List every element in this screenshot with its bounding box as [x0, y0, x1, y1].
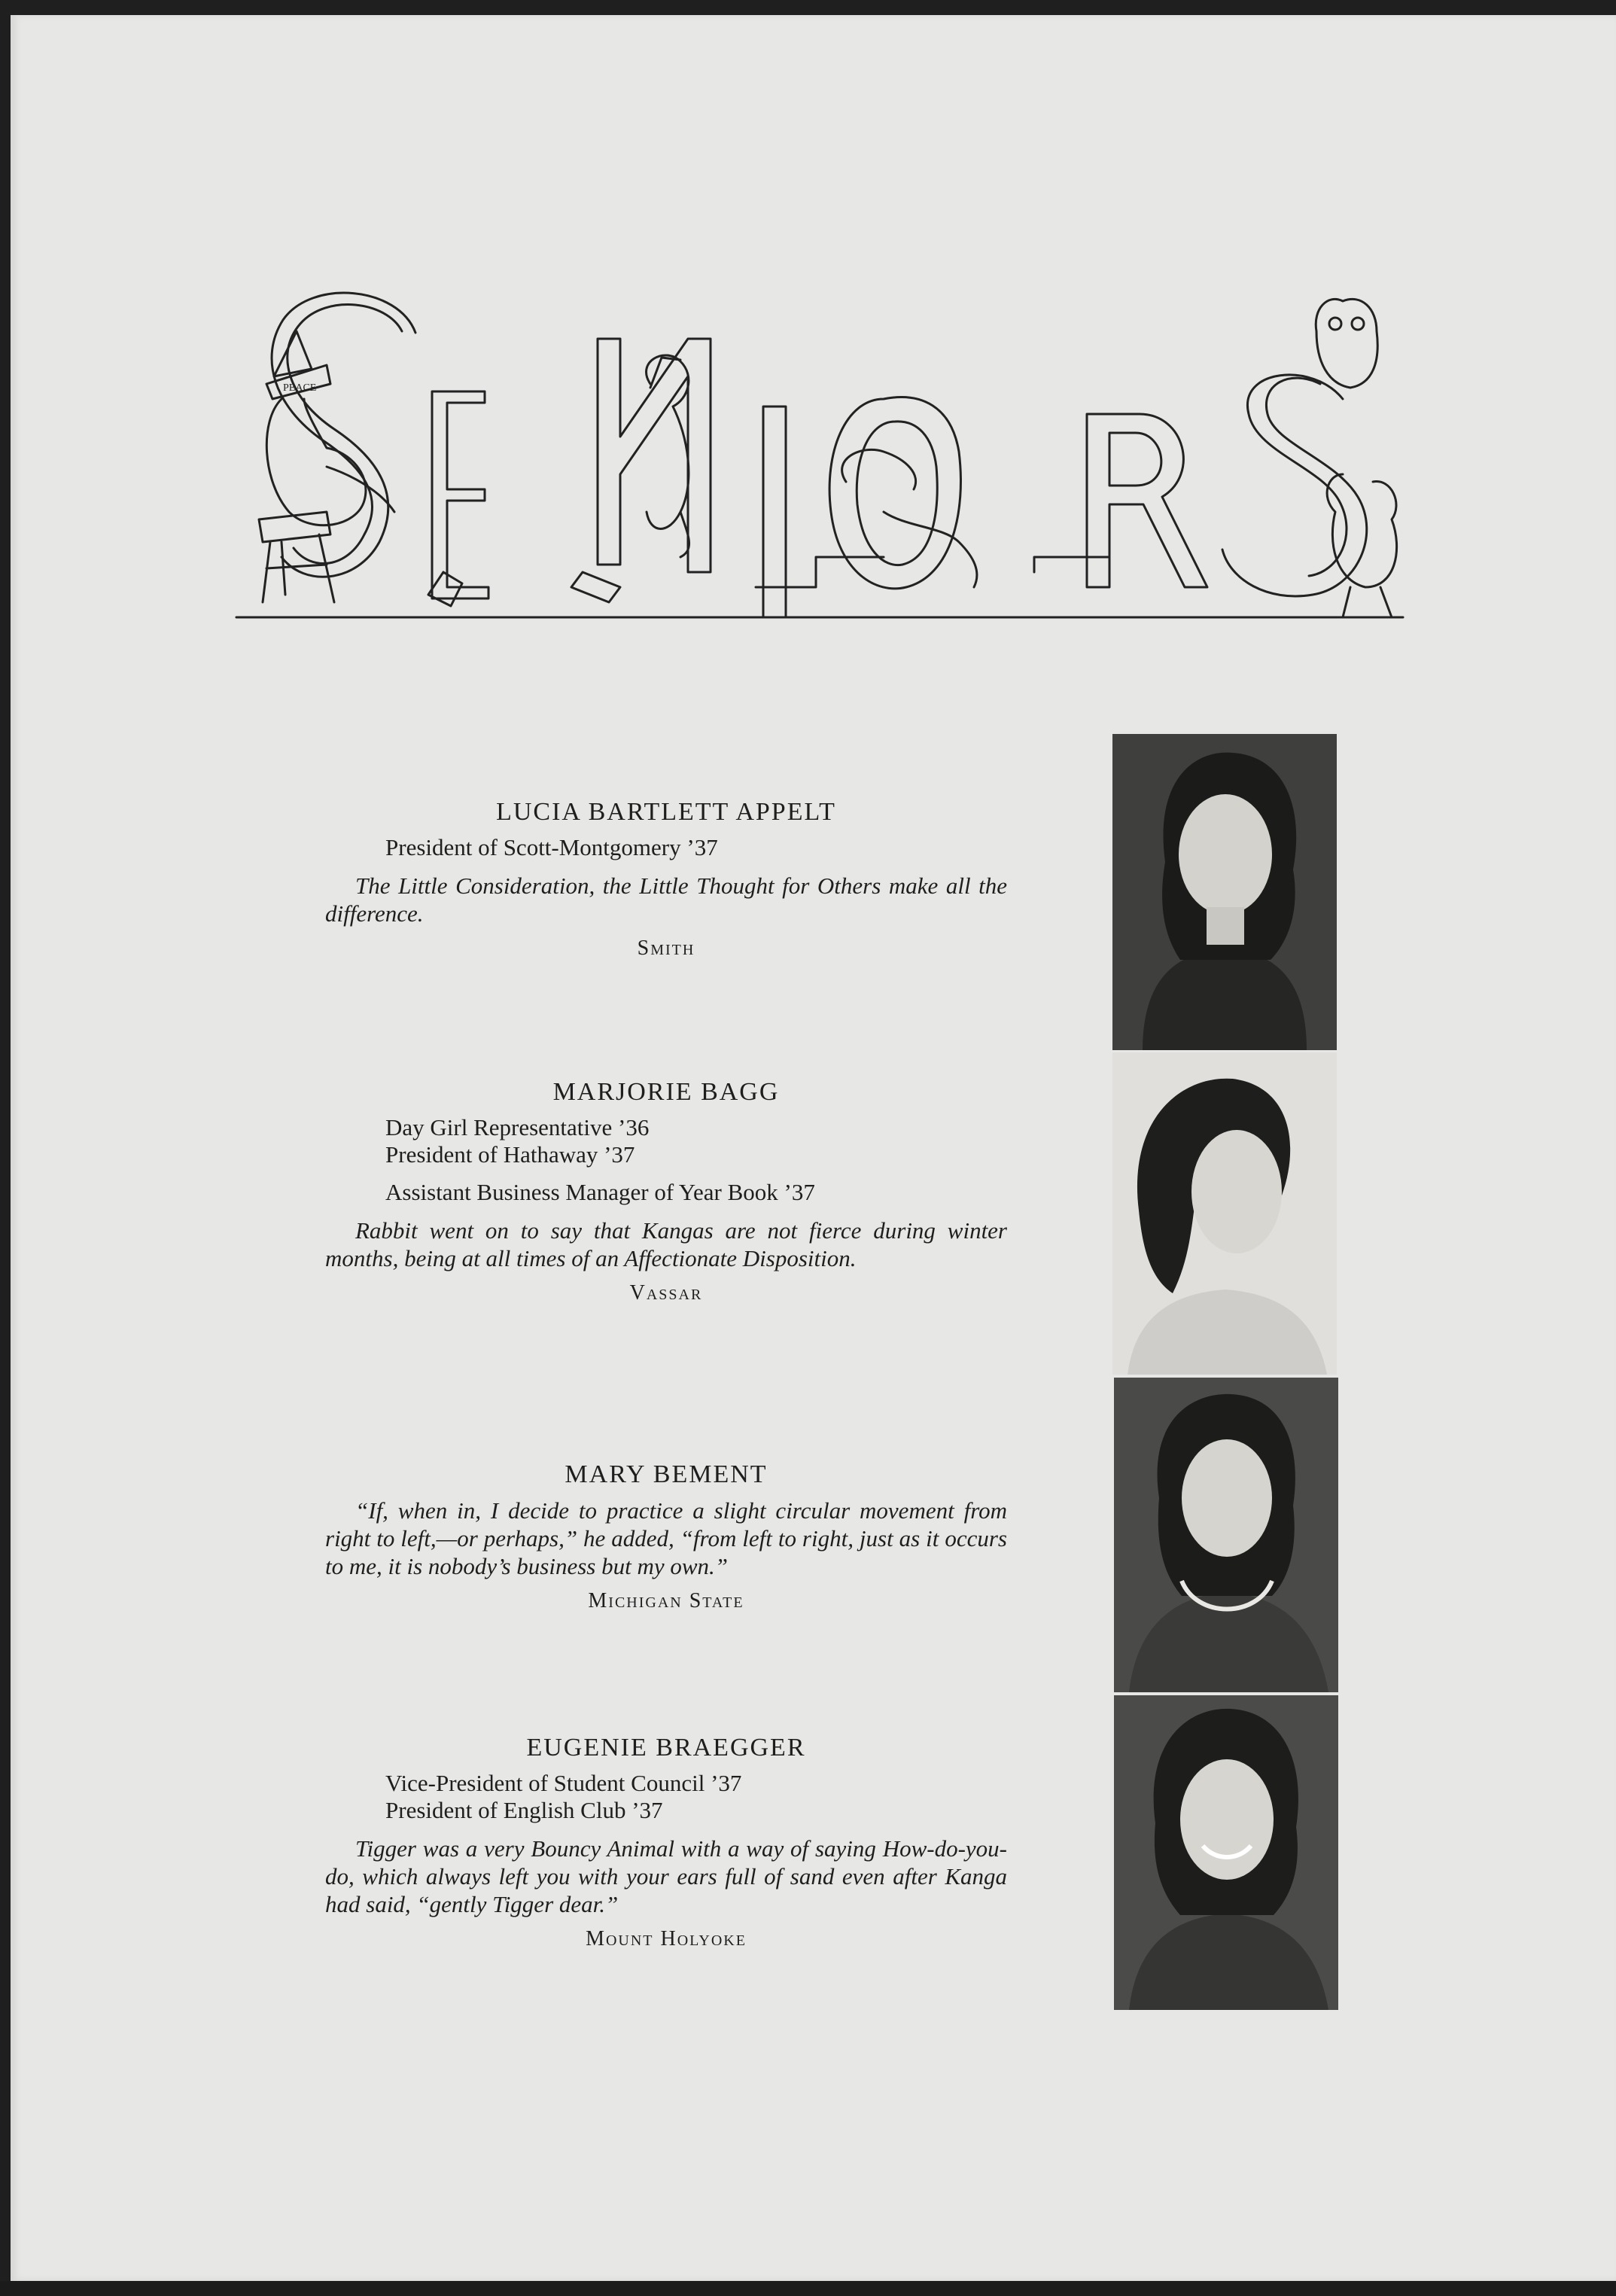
senior-office: Assistant Business Manager of Year Book ’37	[385, 1179, 815, 1205]
office-group	[325, 1114, 1007, 1168]
yearbook-page	[11, 15, 1616, 2281]
senior-name: EUGENIE BRAEGGER	[526, 1734, 806, 1762]
seniors-banner-illustration	[229, 286, 1433, 640]
senior-entry	[325, 1078, 1007, 1305]
senior-entry	[325, 1734, 1007, 1951]
senior-quote: Rabbit went on to say that Kangas are not fierce during winter months, being at all times of an Affectionate Disposition.	[325, 1217, 1007, 1271]
senior-quote: Tigger was a very Bouncy Animal with a way of saying How-do-you-do, which always left you with your ears full of sand even after Kanga had said, “gently Tigger dear.”	[325, 1835, 1007, 1917]
senior-entry	[325, 1460, 1007, 1613]
portrait-photo	[1114, 1378, 1338, 1692]
page-bottom-edge	[0, 2281, 1616, 2296]
senior-college: Mount Holyoke	[586, 1927, 747, 1950]
senior-office: President of Hathaway ’37	[385, 1141, 635, 1168]
senior-name: MARY BEMENT	[565, 1460, 768, 1488]
peace-sign-text: PEACE	[283, 382, 317, 394]
portrait-photo	[1112, 1052, 1337, 1375]
portrait-photo	[1112, 734, 1337, 1050]
office-group	[325, 1179, 1007, 1206]
senior-entry	[325, 798, 1007, 961]
senior-name: MARJORIE BAGG	[552, 1078, 780, 1106]
senior-college: Michigan State	[588, 1589, 744, 1612]
senior-office: President of Scott-Montgomery ’37	[385, 834, 718, 860]
senior-quote: The Little Consideration, the Little Thought for Others make all the difference.	[325, 872, 1007, 927]
senior-office: President of English Club ’37	[385, 1797, 663, 1823]
office-group	[325, 834, 1007, 861]
senior-college: Smith	[637, 936, 695, 960]
senior-office: Vice-President of Student Council ’37	[385, 1770, 742, 1796]
portrait-photo	[1114, 1695, 1338, 2010]
senior-office: Day Girl Representative ’36	[385, 1114, 650, 1140]
senior-name: LUCIA BARTLETT APPELT	[496, 798, 836, 826]
senior-college: Vassar	[629, 1281, 703, 1305]
senior-quote: “If, when in, I decide to practice a slight circular movement from right to left,—or perhaps,” he added, “from left to right, just as it occurs to me, it is nobody’s business but my own.”	[325, 1497, 1007, 1579]
office-group	[325, 1770, 1007, 1824]
